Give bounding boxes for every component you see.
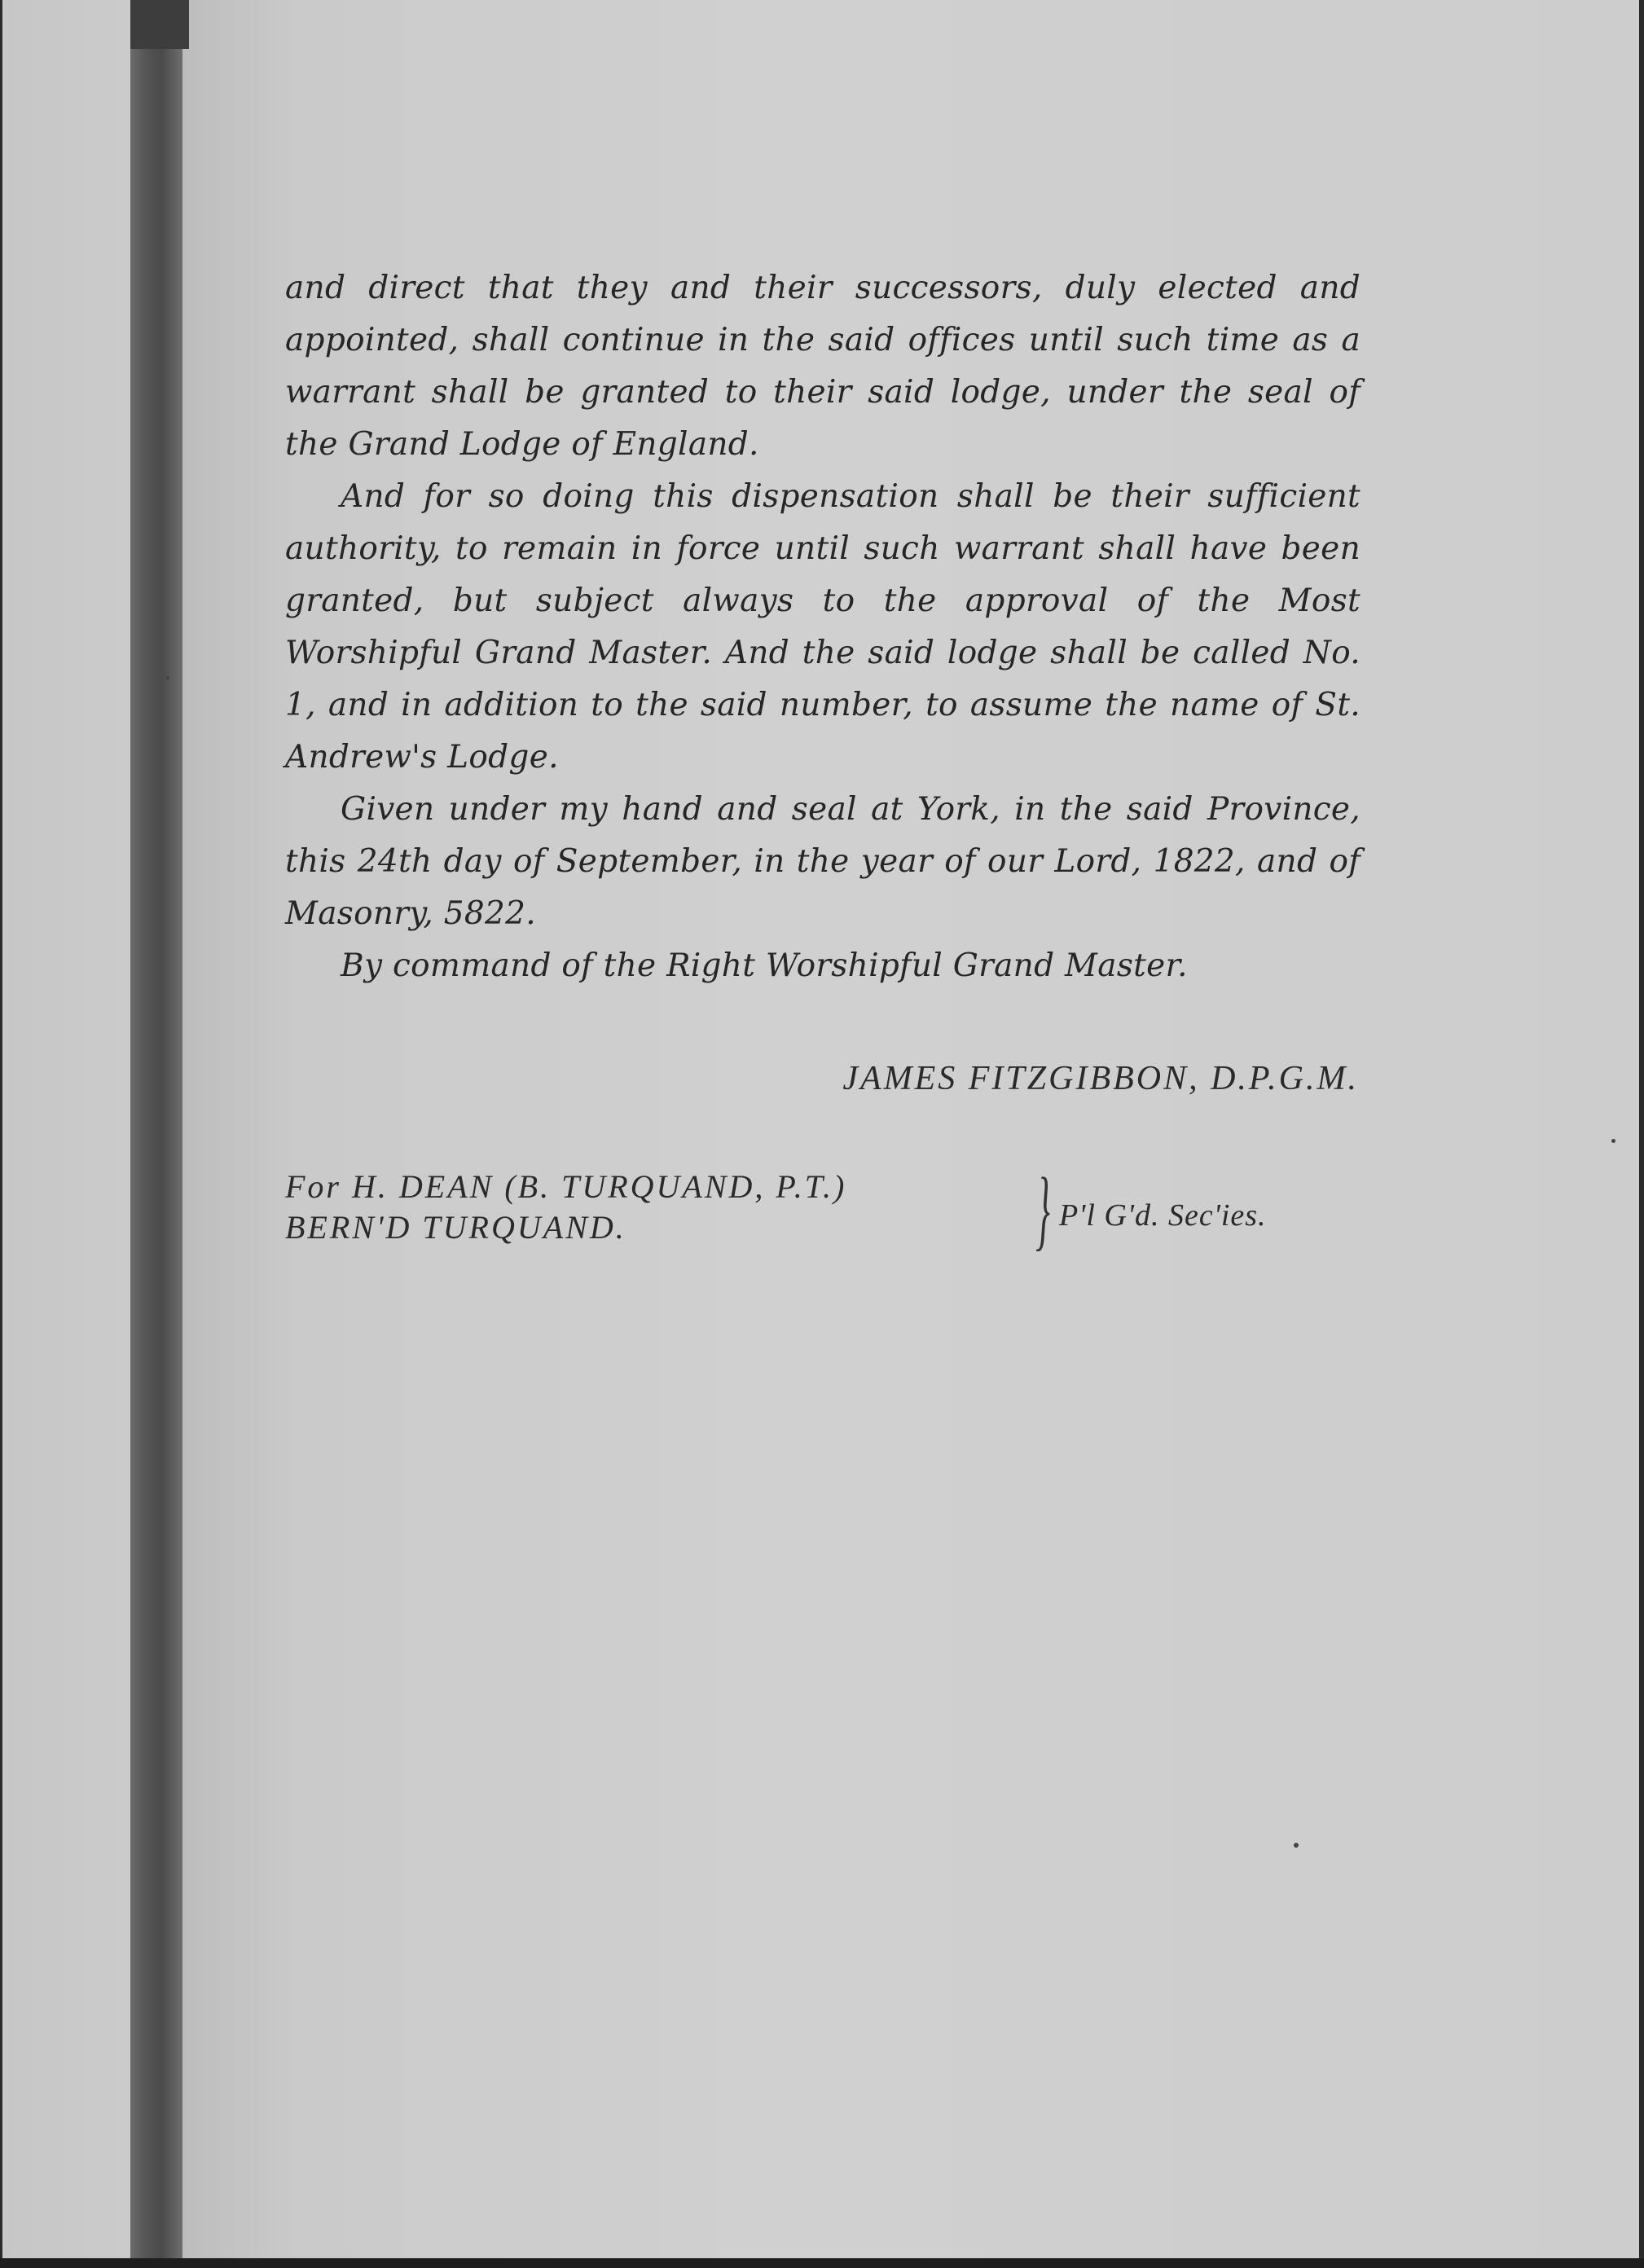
paragraph-given-under-hand: Given under my hand and seal at York, in the said Province, this 24th day of September, in the year of our Lord, 1822, and of Masonry, 5822.	[285, 791, 1360, 932]
page-body-text	[285, 262, 1360, 992]
paragraph-continuation: and direct that they and their successors, duly elected and appointed, shall continue in the said offices until such time as a warrant shall be granted to their said lodge, under the seal of the Grand Lodge of England.	[285, 270, 1360, 463]
book-binding-shadow	[130, 0, 182, 2268]
paragraph-dispensation: And for so doing this dispensation shall be their sufficient authority, to remain in force until such warrant shall have been granted, but subject always to the approval of the Most Worshipful Grand Master. And the said lodge shall be called No. 1, and in addition to the said number, to assume the name of St. Andrew's Lodge.	[285, 478, 1360, 776]
dust-speck	[1294, 1843, 1299, 1848]
secretary-line-1: For H. DEAN (B. TURQUAND, P.T.)	[285, 1168, 847, 1205]
secretaries-title: P'l G'd. Sec'ies.	[1059, 1198, 1267, 1233]
paragraph-by-command: By command of the Right Worshipful Grand Master.	[341, 947, 1188, 984]
secretaries-block	[285, 1159, 1385, 1264]
scan-left-edge	[0, 0, 2, 2268]
book-binding-top	[130, 0, 189, 49]
dust-speck	[166, 676, 169, 679]
dust-speck	[1611, 1139, 1615, 1143]
scan-bottom-edge	[0, 2258, 1644, 2268]
scan-right-edge	[1639, 0, 1644, 2268]
signature-line: JAMES FITZGIBBON, D.P.G.M.	[842, 1060, 1359, 1097]
scan-left-margin	[0, 0, 130, 2268]
brace-glyph: }	[1035, 1159, 1050, 1259]
secretaries-names	[285, 1167, 846, 1248]
secretary-line-2: BERN'D TURQUAND.	[285, 1209, 626, 1246]
